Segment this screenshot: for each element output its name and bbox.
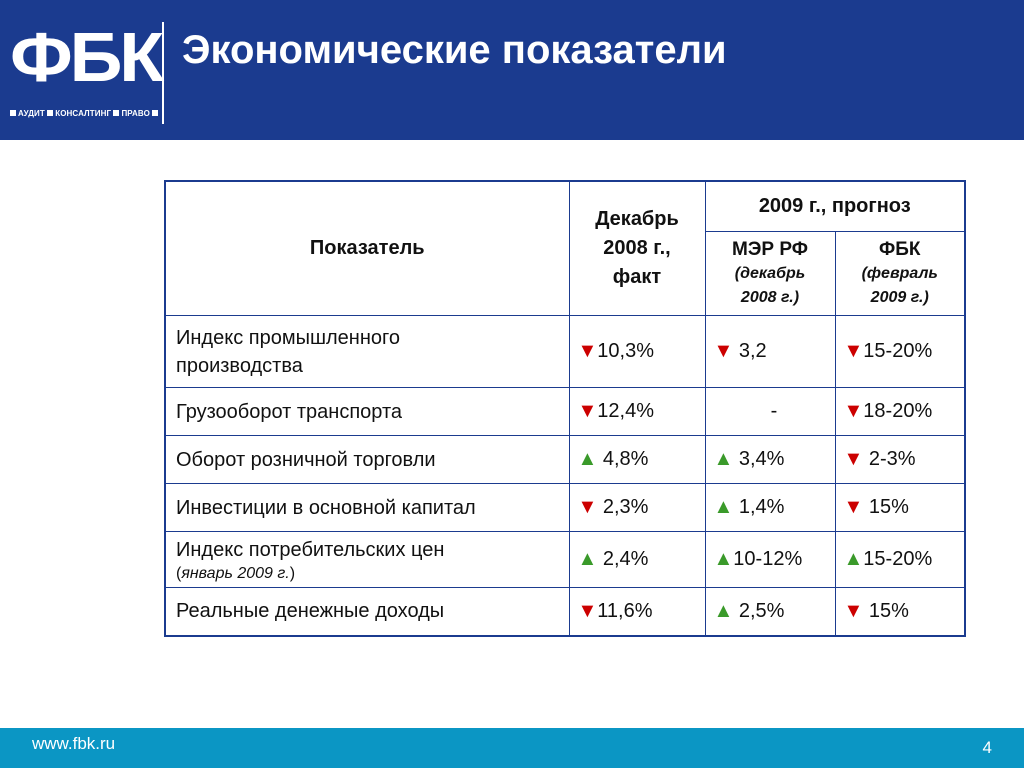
indicator-name-line: Грузооборот транспорта <box>176 400 403 423</box>
value-text: 4,8% <box>597 448 649 470</box>
square-bullet-icon <box>47 110 53 116</box>
down-triangle-icon: ▼ <box>843 496 864 518</box>
table-row <box>165 316 965 388</box>
indicator-name <box>165 588 569 636</box>
value-cell-dec <box>569 316 705 388</box>
indicator-name-line: Инвестиции в основной капитал <box>176 496 476 519</box>
table-row <box>165 484 965 532</box>
indicator-note-text: январь 2009 г. <box>181 564 290 582</box>
value-text: 2,3% <box>597 496 649 518</box>
down-triangle-icon: ▼ <box>577 496 598 518</box>
value-text: 2-3% <box>863 448 916 470</box>
page-number: 4 <box>982 738 992 757</box>
value-text: 15-20% <box>863 340 933 362</box>
header-mer-label: МЭР РФ <box>732 238 808 260</box>
value-cell-mer <box>705 532 835 588</box>
up-triangle-icon: ▲ <box>843 548 864 570</box>
value-cell-fbk <box>835 484 965 532</box>
value-cell-dec <box>569 436 705 484</box>
value-text: 11,6% <box>597 599 653 622</box>
value-text: 12,4% <box>597 400 655 422</box>
header-divider <box>162 22 164 124</box>
value-text: 15% <box>863 599 909 622</box>
header-mer-note: (декабрь <box>734 264 806 282</box>
website-link[interactable]: www.fbk.ru <box>32 734 116 753</box>
value-cell-mer <box>705 484 835 532</box>
down-triangle-icon: ▼ <box>577 599 598 622</box>
down-triangle-icon: ▼ <box>843 340 864 362</box>
value-text: 18-20% <box>863 400 933 422</box>
indicator-name <box>165 436 569 484</box>
up-triangle-icon: ▲ <box>577 548 598 570</box>
indicator-name-line: производства <box>176 354 303 377</box>
indicator-name <box>165 388 569 436</box>
value-text: 10,3% <box>597 340 655 362</box>
indicator-name <box>165 532 569 588</box>
logo-mark: ФБК <box>10 18 161 96</box>
table-row <box>165 588 965 636</box>
down-triangle-icon: ▼ <box>577 340 598 362</box>
down-triangle-icon: ▼ <box>713 340 734 362</box>
value-cell-mer <box>705 388 835 436</box>
tagline-audit: АУДИТ <box>18 109 45 118</box>
table-row <box>165 532 965 588</box>
header-fbk <box>835 232 965 316</box>
header-fbk-note: (февраль <box>861 264 938 282</box>
value-text: 10-12% <box>733 548 803 570</box>
indicator-note: (январь 2009 г.) <box>176 564 296 582</box>
value-text: 3,2 <box>733 340 767 362</box>
value-cell-fbk <box>835 316 965 388</box>
value-cell-dec <box>569 588 705 636</box>
table-row <box>165 388 965 436</box>
square-bullet-icon <box>10 110 16 116</box>
table-header-row <box>165 181 965 232</box>
value-cell-dec <box>569 388 705 436</box>
value-cell-mer <box>705 588 835 636</box>
indicator-name-line: Индекс потребительских цен <box>176 538 445 561</box>
header-mer <box>705 232 835 316</box>
value-text: 2,5% <box>733 599 785 622</box>
indicator-name-line: Реальные денежные доходы <box>176 600 445 623</box>
header-forecast-2009: 2009 г., прогноз <box>705 181 965 232</box>
up-triangle-icon: ▲ <box>577 448 598 470</box>
tagline-law: ПРАВО <box>121 109 150 118</box>
square-bullet-icon <box>152 110 158 116</box>
value-cell-dec <box>569 484 705 532</box>
footer-bar <box>0 728 1024 768</box>
indicator-name <box>165 316 569 388</box>
down-triangle-icon: ▼ <box>843 400 864 422</box>
header-indicator: Показатель <box>165 181 569 316</box>
value-text: - <box>770 400 778 422</box>
value-cell-fbk <box>835 436 965 484</box>
value-text: 1,4% <box>733 496 785 518</box>
value-cell-mer <box>705 436 835 484</box>
header-fbk-note: 2009 г.) <box>870 288 929 306</box>
square-bullet-icon <box>113 110 119 116</box>
indicator-name-line: Оборот розничной торговли <box>176 448 436 471</box>
up-triangle-icon: ▲ <box>713 496 734 518</box>
page-title: Экономические показатели <box>182 28 727 72</box>
down-triangle-icon: ▼ <box>577 400 598 422</box>
header-fbk-label: ФБК <box>879 238 921 260</box>
down-triangle-icon: ▼ <box>843 599 864 622</box>
fbk-logo <box>10 18 161 118</box>
indicators-table <box>164 180 966 637</box>
header-dec-line: Декабрь <box>595 208 679 230</box>
table-row <box>165 436 965 484</box>
value-text: 15% <box>863 496 909 518</box>
value-cell-fbk <box>835 588 965 636</box>
value-cell-dec <box>569 532 705 588</box>
value-text: 15-20% <box>863 548 933 570</box>
tagline-consulting: КОНСАЛТИНГ <box>55 109 112 118</box>
indicator-name <box>165 484 569 532</box>
up-triangle-icon: ▲ <box>713 599 734 622</box>
down-triangle-icon: ▼ <box>843 448 864 470</box>
value-text: 2,4% <box>597 548 649 570</box>
indicator-name-line: Индекс промышленного <box>176 326 400 349</box>
header-dec-2008 <box>569 181 705 316</box>
logo-tagline <box>10 109 150 118</box>
up-triangle-icon: ▲ <box>713 448 734 470</box>
value-cell-mer <box>705 316 835 388</box>
header-dec-line: факт <box>612 266 662 288</box>
value-text: 3,4% <box>733 448 785 470</box>
up-triangle-icon: ▲ <box>713 548 734 570</box>
header-dec-line: 2008 г., <box>603 237 671 259</box>
table-body <box>165 316 965 636</box>
value-cell-fbk <box>835 388 965 436</box>
value-cell-fbk <box>835 532 965 588</box>
header-banner <box>0 0 1024 140</box>
header-mer-note: 2008 г.) <box>740 288 800 306</box>
